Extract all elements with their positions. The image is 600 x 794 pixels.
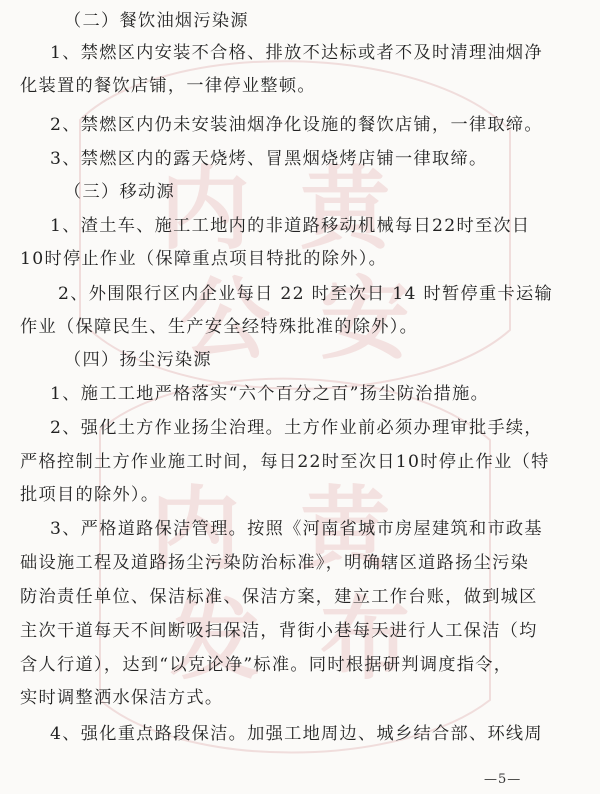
watermark-char: 安 [320, 266, 410, 372]
paragraph-line: 3、禁燃区内的露天烧烤、冒黑烟烧烤店铺一律取缔。 [50, 149, 488, 169]
watermark-char: 布 [320, 586, 410, 692]
watermark-char: 内 [150, 476, 240, 582]
paragraph-line: 防治责任单位、保洁标准、保洁方案，建立工作台账，做到城区 [20, 587, 538, 607]
watermark-char: 黄 [300, 156, 390, 262]
paragraph-line: 主次干道每天不间断吸扫保洁，背街小巷每天进行人工保洁（均 [20, 621, 538, 641]
heading-dust-pollution: （四）扬尘污染源 [64, 350, 212, 370]
paragraph-line: 1、渣土车、施工工地内的非道路移动机械每日22时至次日 [50, 216, 531, 236]
paragraph-line: 础设施工程及道路扬尘污染防治标准》，明确辖区道路扬尘污染 [20, 553, 530, 573]
watermark-char: 黄 [300, 476, 390, 582]
paragraph-line: 化装置的餐饮店铺，一律停业整顿。 [20, 76, 316, 96]
paragraph-line: 2、强化土方作业扬尘治理。土方作业前必须办理审批手续， [50, 418, 543, 438]
paragraph-line: 含人行道），达到“以克论净”标准。同时根据研判调度指令， [20, 655, 513, 675]
paragraph-line: 实时调整洒水保洁方式。 [20, 688, 224, 708]
paragraph-line: 2、禁燃区内仍未安装油烟净化设施的餐饮店铺，一律取缔。 [50, 115, 543, 135]
paragraph-line: 4、强化重点路段保洁。加强工地周边、城乡结合部、环线周 [50, 724, 543, 744]
paragraph-line: 1、施工工地严格落实“六个百分之百”扬尘防治措施。 [50, 384, 490, 404]
heading-catering-pollution: （二）餐饮油烟污染源 [64, 11, 249, 31]
paragraph-line: 批项目的除外）。 [20, 485, 160, 505]
page-number: —5— [484, 772, 522, 787]
paragraph-line: 3、严格道路保洁管理。按照《河南省城市房屋建筑和市政基 [50, 519, 543, 539]
paragraph-line: 2、外围限行区内企业每日 22 时至次日 14 时暂停重卡运输 [58, 284, 553, 304]
paragraph-line: 严格控制土方作业施工时间，每日22时至次日10时停止作业（特 [20, 452, 550, 472]
paragraph-line: 1、禁燃区内安装不合格、排放不达标或者不及时清理油烟净 [50, 43, 543, 63]
paragraph-line: 10时停止作业（保障重点项目特批的除外）。 [20, 249, 388, 269]
paragraph-line: 作业（保障民生、生产安全经特殊批准的除外）。 [20, 317, 419, 337]
watermark-char: 发 [170, 586, 260, 692]
heading-mobile-sources: （三）移动源 [64, 182, 175, 202]
watermark-char: 内 [160, 156, 250, 262]
watermark-char: 公 [180, 266, 270, 372]
